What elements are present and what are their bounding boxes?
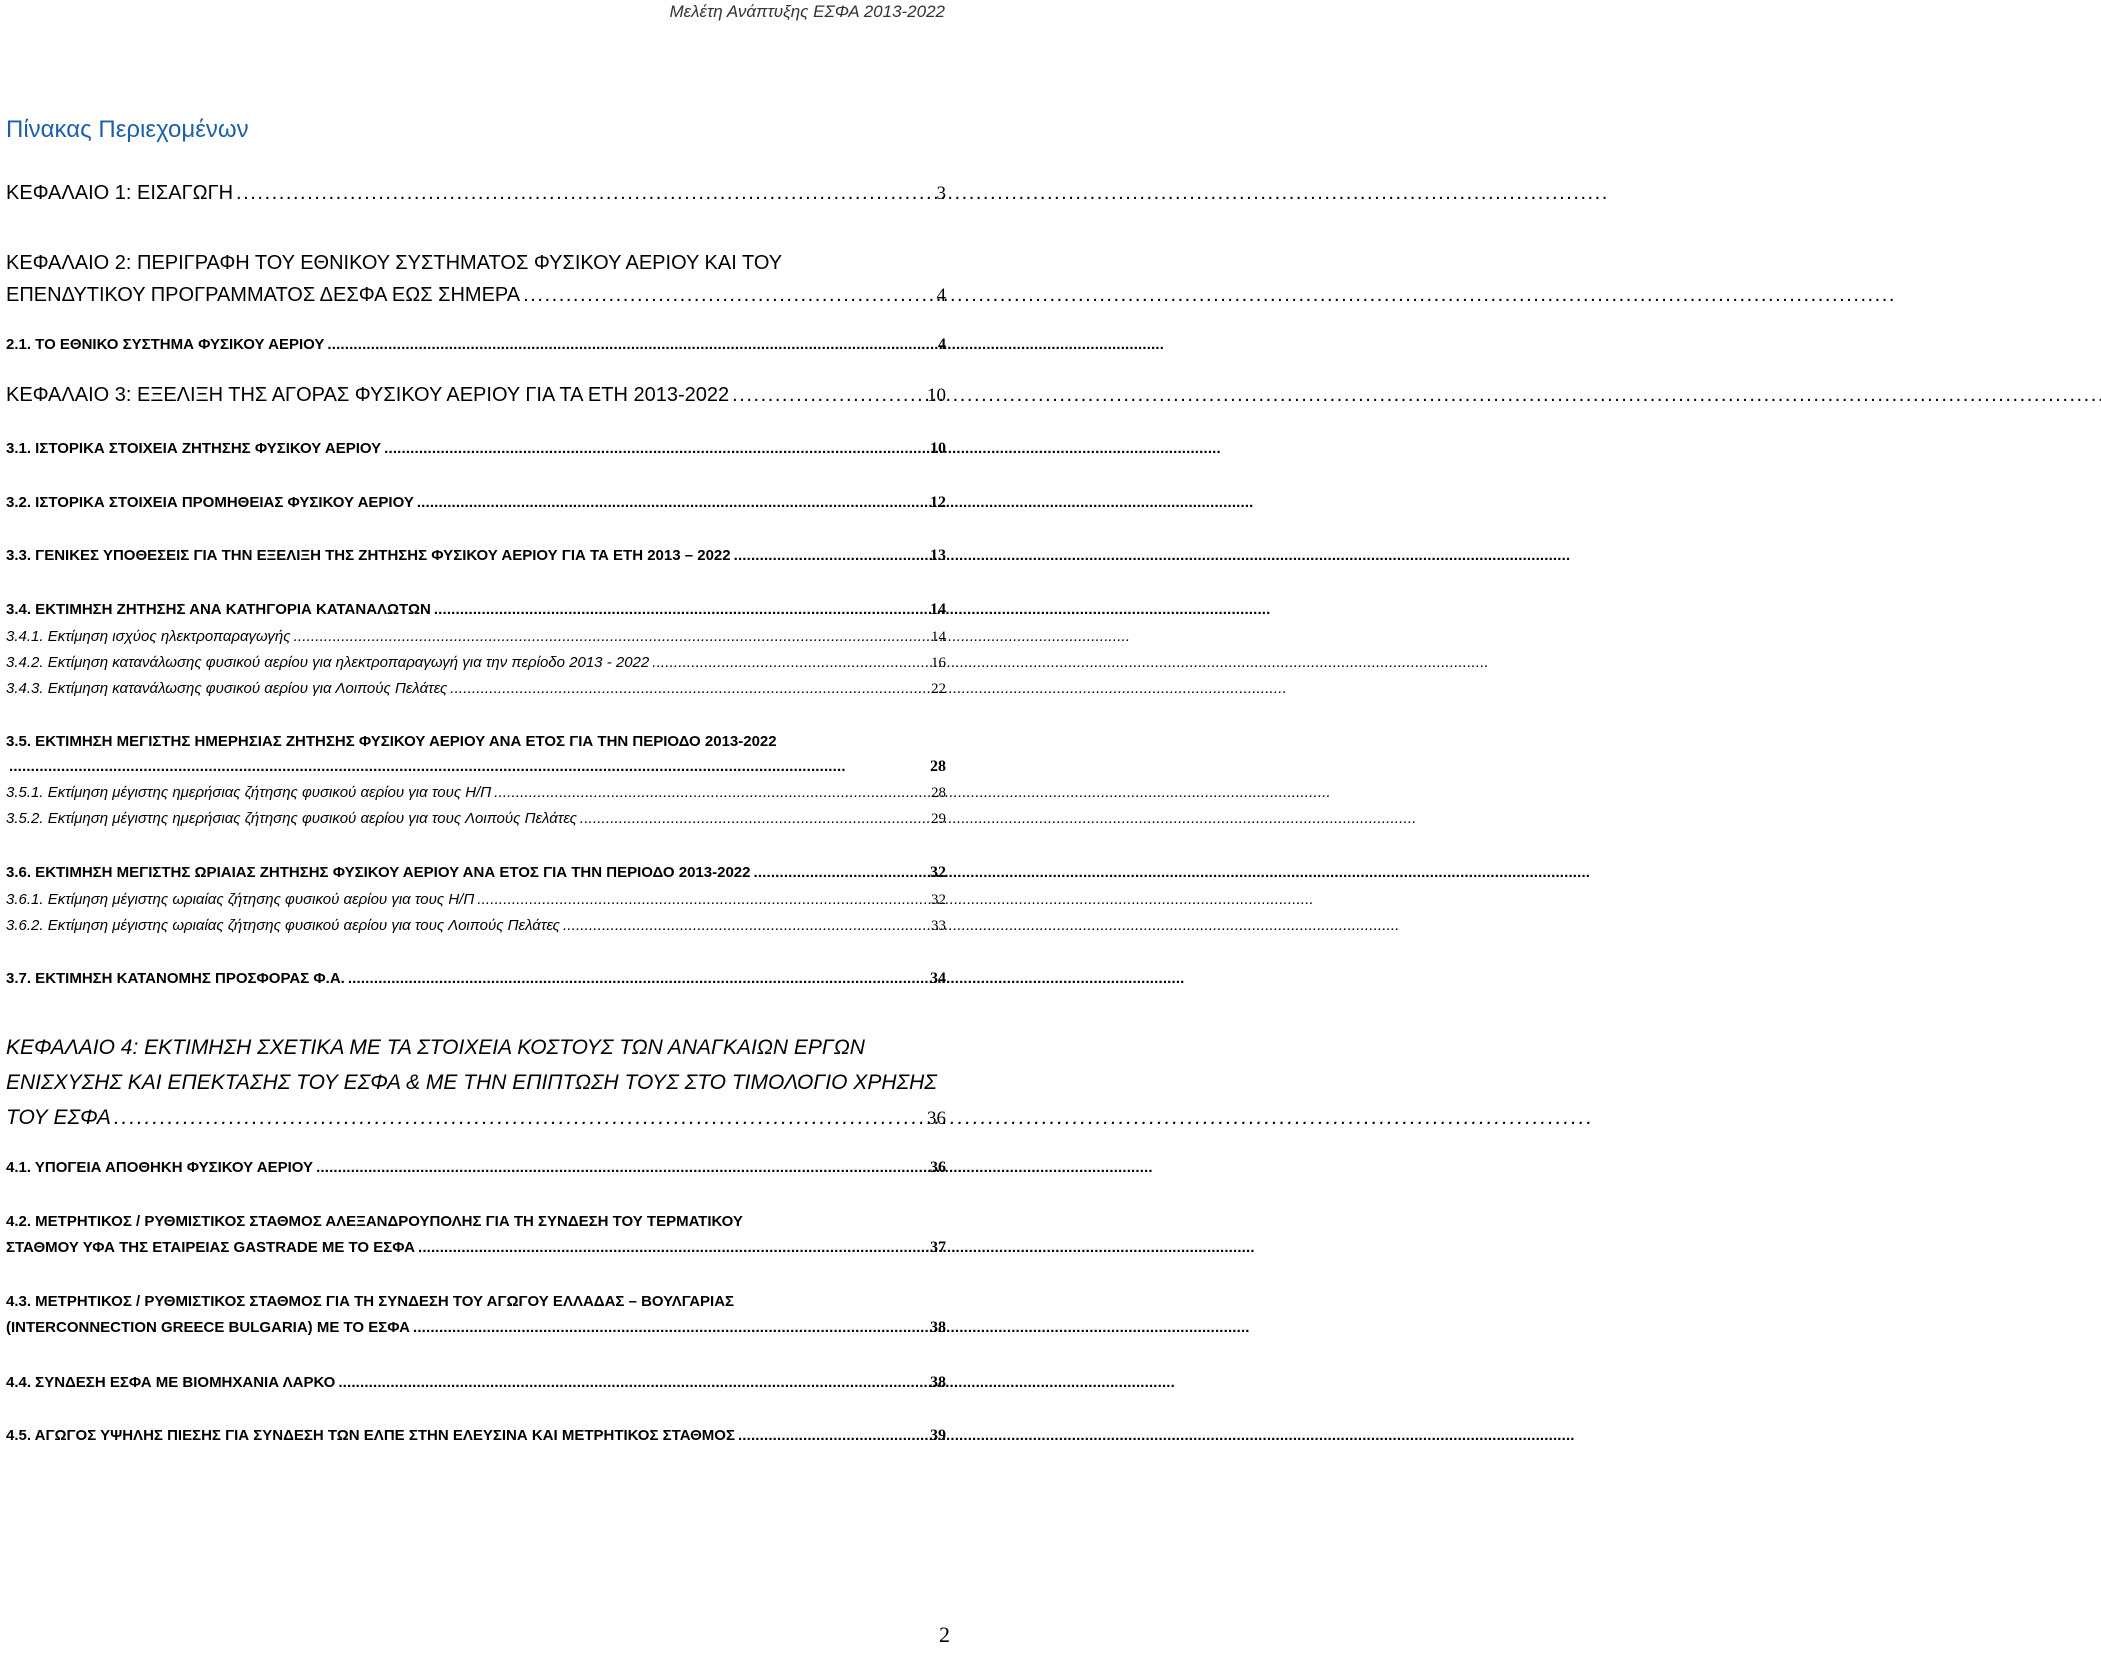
toc-entry-3-5-1[interactable] (6, 784, 946, 802)
toc-entry-page: 34 (930, 970, 946, 987)
toc-entry-2-1[interactable] (6, 336, 946, 354)
toc-entry-page: 38 (930, 1319, 946, 1336)
dot-leader (417, 494, 927, 511)
toc-entry-text: 3.6.1. Εκτίμηση μέγιστης ωριαίας ζήτησης φυσικού αερίου για τους Η/Π (6, 891, 475, 908)
toc-entry-4-5[interactable] (6, 1427, 946, 1445)
dot-leader (477, 891, 928, 908)
toc-entry-chapter-2[interactable] (6, 284, 946, 307)
toc-entry-chapter-2-line1: ΚΕΦΑΛΑΙΟ 2: ΠΕΡΙΓΡΑΦΗ ΤΟΥ ΕΘΝΙΚΟΥ ΣΥΣΤΗΜΑΤΟΣ ΦΥΣΙΚΟΥ ΑΕΡΙΟΥ ΚΑΙ ΤΟΥ (6, 252, 783, 274)
toc-entry-3-7[interactable] (6, 970, 946, 988)
toc-entry-4-3[interactable] (6, 1319, 946, 1337)
toc-entry-4-3-line1: 4.3. ΜΕΤΡΗΤΙΚΟΣ / ΡΥΘΜΙΣΤΙΚΟΣ ΣΤΑΘΜΟΣ ΓΙΑ ΤΗ ΣΥΝΔΕΣΗ ΤΟΥ ΑΓΩΓΟΥ ΕΛΛΑΔΑΣ – ΒΟΥΛΓΑΡΙΑΣ (6, 1293, 735, 1310)
toc-entry-page: 38 (930, 1374, 946, 1391)
toc-entry-page: 10 (927, 385, 946, 406)
toc-entry-page: 3 (936, 183, 946, 204)
toc-entry-3-5-2[interactable] (6, 810, 946, 828)
dot-leader (450, 680, 928, 697)
toc-entry-chapter-4-line2: ΕΝΙΣΧΥΣΗΣ ΚΑΙ ΕΠΕΚΤΑΣΗΣ ΤΟΥ ΕΣΦΑ & ΜΕ ΤΗΝ ΕΠΙΠΤΩΣΗ ΤΟΥΣ ΣΤΟ ΤΙΜΟΛΟΓΙΟ ΧΡΗΣΗΣ (6, 1071, 937, 1094)
toc-entry-text: 3.3. ΓΕΝΙΚΕΣ ΥΠΟΘΕΣΕΙΣ ΓΙΑ ΤΗΝ ΕΞΕΛΙΞΗ ΤΗΣ ΖΗΤΗΣΗΣ ΦΥΣΙΚΟΥ ΑΕΡΙΟΥ ΓΙΑ ΤΑ ΕΤΗ 2013 – 2022 (6, 547, 731, 564)
toc-entry-text: 3.5.2. Εκτίμηση μέγιστης ημερήσιας ζήτησης φυσικού αερίου για τους Λοιπούς Πελάτες (6, 810, 577, 827)
toc-entry-4-4[interactable] (6, 1374, 946, 1392)
dot-leader (338, 1374, 927, 1391)
toc-entry-text: 3.6.2. Εκτίμηση μέγιστης ωριαίας ζήτησης φυσικού αερίου για τους Λοιπούς Πελάτες (6, 917, 560, 934)
toc-entry-text: 3.1. ΙΣΤΟΡΙΚΑ ΣΤΟΙΧΕΙΑ ΖΗΤΗΣΗΣ ΦΥΣΙΚΟΥ ΑΕΡΙΟΥ (6, 440, 382, 457)
toc-entry-page: 12 (930, 494, 946, 511)
dot-leader (753, 864, 927, 881)
toc-entry-page: 10 (930, 440, 946, 457)
toc-entry-text: 3.4.2. Εκτίμηση κατανάλωσης φυσικού αερίου για ηλεκτροπαραγωγή για την περίοδο 2013 - 2022 (6, 654, 650, 671)
toc-entry-3-4-2[interactable] (6, 654, 946, 672)
dot-leader (236, 182, 933, 205)
dot-leader (580, 810, 928, 827)
toc-entry-text: 3.6. ΕΚΤΙΜΗΣΗ ΜΕΓΙΣΤΗΣ ΩΡΙΑΙΑΣ ΖΗΤΗΣΗΣ ΦΥΣΙΚΟΥ ΑΕΡΙΟΥ ΑΝΑ ΕΤΟΣ ΓΙΑ ΤΗΝ ΠΕΡΙΟΔΟ 2013-2022 (6, 864, 751, 881)
toc-entry-3-2[interactable] (6, 494, 946, 512)
toc-entry-page: 14 (931, 629, 946, 645)
toc-entry-page: 32 (931, 892, 946, 908)
toc-entry-text: 3.5.1. Εκτίμηση μέγιστης ημερήσιας ζήτησης φυσικού αερίου για τους Η/Π (6, 784, 492, 801)
toc-entry-text: 3.4.1. Εκτίμηση ισχύος ηλεκτροπαραγωγής (6, 628, 291, 645)
toc-entry-text: ΚΕΦΑΛΑΙΟ 3: ΕΞΕΛΙΞΗ ΤΗΣ ΑΓΟΡΑΣ ΦΥΣΙΚΟΥ ΑΕΡΙΟΥ ΓΙΑ ΤΑ ΕΤΗ 2013-2022 (6, 384, 730, 406)
toc-entry-3-4-1[interactable] (6, 628, 946, 646)
toc-entry-4-2[interactable] (6, 1239, 946, 1257)
toc-entry-chapter-4[interactable] (6, 1106, 946, 1130)
toc-entry-3-6-1[interactable] (6, 891, 946, 909)
dot-leader (494, 784, 928, 801)
toc-entry-page: 33 (931, 918, 946, 934)
toc-entry-3-5[interactable] (6, 758, 946, 776)
toc-entry-3-6-2[interactable] (6, 917, 946, 935)
dot-leader (114, 1106, 924, 1130)
toc-entry-text: 4.5. ΑΓΩΓΟΣ ΥΨΗΛΗΣ ΠΙΕΣΗΣ ΓΙΑ ΣΥΝΔΕΣΗ ΤΩΝ ΕΛΠΕ ΣΤΗΝ ΕΛΕΥΣΙΝΑ ΚΑΙ ΜΕΤΡΗΤΙΚΟΣ ΣΤΑΘΜΟΣ (6, 1427, 735, 1444)
page-number: 2 (939, 1622, 950, 1647)
toc-entry-3-6[interactable] (6, 864, 946, 882)
toc-entry-text: ΣΤΑΘΜΟΥ ΥΦΑ ΤΗΣ ΕΤΑΙΡΕΙΑΣ GASTRADE ΜΕ ΤΟ ΕΣΦΑ (6, 1239, 416, 1256)
toc-entry-4-1[interactable] (6, 1159, 946, 1177)
dot-leader (434, 601, 927, 618)
dot-leader (348, 970, 927, 987)
dot-leader (9, 758, 927, 775)
toc-entry-chapter-3[interactable] (6, 384, 946, 407)
toc-entry-page: 4 (936, 285, 946, 306)
toc-entry-3-1[interactable] (6, 440, 946, 458)
dot-leader (384, 440, 927, 457)
dot-leader (563, 917, 928, 934)
toc-entry-page: 39 (930, 1427, 946, 1444)
toc-entry-page: 16 (931, 655, 946, 671)
toc-entry-text: 3.4. ΕΚΤΙΜΗΣΗ ΖΗΤΗΣΗΣ ΑΝΑ ΚΑΤΗΓΟΡΙΑ ΚΑΤΑΝΑΛΩΤΩΝ (6, 601, 431, 618)
toc-entry-chapter-4-line1: ΚΕΦΑΛΑΙΟ 4: ΕΚΤΙΜΗΣΗ ΣΧΕΤΙΚΑ ΜΕ ΤΑ ΣΤΟΙΧΕΙΑ ΚΟΣΤΟΥΣ ΤΩΝ ΑΝΑΓΚΑΙΩΝ ΕΡΓΩΝ (6, 1036, 865, 1059)
dot-leader (294, 628, 928, 645)
dot-leader (327, 336, 935, 353)
toc-entry-text: 3.7. ΕΚΤΙΜΗΣΗ ΚΑΤΑΝΟΜΗΣ ΠΡΟΣΦΟΡΑΣ Φ.Α. (6, 970, 345, 987)
toc-entry-text: 4.4. ΣΥΝΔΕΣΗ ΕΣΦΑ ΜΕ ΒΙΟΜΗΧΑΝΙΑ ΛΑΡΚΟ (6, 1374, 336, 1391)
toc-entry-page: 29 (931, 811, 946, 827)
dot-leader (652, 654, 928, 671)
dot-leader (734, 547, 927, 564)
toc-entry-text: ΤΟΥ ΕΣΦΑ (6, 1106, 111, 1129)
dot-leader (738, 1427, 927, 1444)
toc-entry-3-4-3[interactable] (6, 680, 946, 698)
toc-entry-3-3[interactable] (6, 547, 946, 565)
toc-entry-text: (INTERCONNECTION GREECE BULGARIA) ΜΕ ΤΟ ΕΣΦΑ (6, 1319, 410, 1336)
dot-leader (523, 284, 933, 307)
toc-entry-page: 32 (930, 864, 946, 881)
toc-entry-4-2-line1: 4.2. ΜΕΤΡΗΤΙΚΟΣ / ΡΥΘΜΙΣΤΙΚΟΣ ΣΤΑΘΜΟΣ ΑΛΕΞΑΝΔΡΟΥΠΟΛΗΣ ΓΙΑ ΤΗ ΣΥΝΔΕΣΗ ΤΟΥ ΤΕΡΜΑΤΙΚΟΥ (6, 1213, 743, 1230)
toc-entry-text: 3.2. ΙΣΤΟΡΙΚΑ ΣΤΟΙΧΕΙΑ ΠΡΟΜΗΘΕΙΑΣ ΦΥΣΙΚΟΥ ΑΕΡΙΟΥ (6, 494, 414, 511)
toc-entry-text: 3.4.3. Εκτίμηση κατανάλωσης φυσικού αερίου για Λοιπούς Πελάτες (6, 680, 448, 697)
toc-entry-page: 28 (930, 758, 946, 775)
toc-entry-page: 28 (931, 785, 946, 801)
dot-leader (418, 1239, 927, 1256)
toc-entry-page: 22 (931, 681, 946, 697)
toc-entry-text: ΕΠΕΝΔΥΤΙΚΟΥ ΠΡΟΓΡΑΜΜΑΤΟΣ ΔΕΣΦΑ ΕΩΣ ΣΗΜΕΡΑ (6, 284, 521, 306)
toc-entry-page: 4 (938, 336, 946, 353)
toc-entry-3-4[interactable] (6, 601, 946, 619)
toc-entry-chapter-1[interactable] (6, 182, 946, 205)
toc-entry-3-5-line1: 3.5. ΕΚΤΙΜΗΣΗ ΜΕΓΙΣΤΗΣ ΗΜΕΡΗΣΙΑΣ ΖΗΤΗΣΗΣ ΦΥΣΙΚΟΥ ΑΕΡΙΟΥ ΑΝΑ ΕΤΟΣ ΓΙΑ ΤΗΝ ΠΕΡΙΟΔΟ 2013-2022 (6, 733, 777, 750)
dot-leader (732, 384, 924, 407)
toc-title: Πίνακας Περιεχομένων (6, 116, 249, 143)
toc-entry-page: 37 (930, 1239, 946, 1256)
toc-entry-page: 36 (927, 1108, 946, 1129)
dot-leader (413, 1319, 927, 1336)
toc-entry-text: 4.1. ΥΠΟΓΕΙΑ ΑΠΟΘΗΚΗ ΦΥΣΙΚΟΥ ΑΕΡΙΟΥ (6, 1159, 314, 1176)
toc-entry-text: ΚΕΦΑΛΑΙΟ 1: ΕΙΣΑΓΩΓΗ (6, 182, 234, 204)
toc-entry-page: 14 (930, 601, 946, 618)
toc-entry-page: 36 (930, 1159, 946, 1176)
running-header: Μελέτη Ανάπτυξης ΕΣΦΑ 2013-2022 (669, 2, 945, 21)
toc-entry-text: 2.1. ΤΟ ΕΘΝΙΚΟ ΣΥΣΤΗΜΑ ΦΥΣΙΚΟΥ ΑΕΡΙΟΥ (6, 336, 325, 353)
toc-entry-page: 13 (930, 547, 946, 564)
dot-leader (316, 1159, 927, 1176)
